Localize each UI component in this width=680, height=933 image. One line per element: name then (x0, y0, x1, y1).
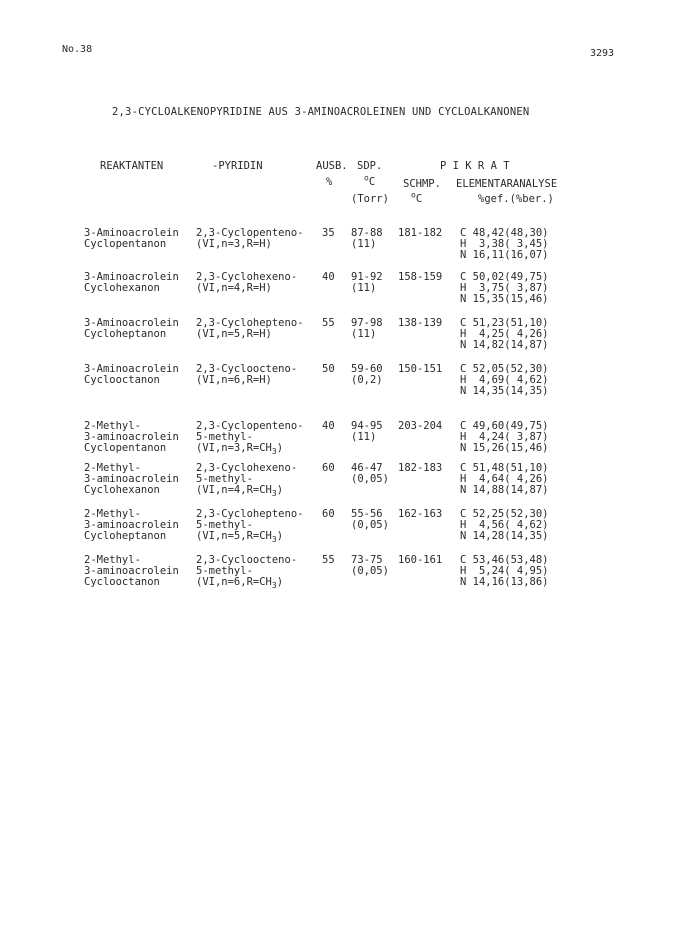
col-elementaranalyse: ELEMENTARANALYSE (456, 178, 558, 190)
reactant-line-1: 2-Methyl- (84, 508, 141, 520)
reactant-line-2: Cyclooctanon (84, 374, 160, 386)
analysis-c: C 52,25(52,30) (460, 508, 549, 520)
pyridine-line-2: 5-methyl- (196, 565, 253, 577)
analysis-n: N 14,16(13,86) (460, 576, 549, 588)
col-schmp-unit (411, 190, 423, 205)
celsius-label: C (415, 193, 423, 205)
subscript: 3 (271, 535, 277, 544)
pressure: (11) (351, 238, 377, 250)
melting-point: 181-182 (398, 227, 443, 239)
subscript: 3 (271, 581, 277, 590)
reactant-line-2: 3-aminoacrolein (84, 431, 179, 443)
table-row (0, 509, 680, 557)
analysis-c: C 50,02(49,75) (460, 271, 549, 283)
reactant-line-1: 3-Aminoacrolein (84, 271, 179, 283)
page-number: 3293 (590, 48, 615, 59)
degree-symbol: o (411, 190, 416, 200)
pressure: (0,05) (351, 565, 389, 577)
pyridine-line-2: (VI,n=4,R=H) (196, 282, 272, 294)
analysis-c: C 52,05(52,30) (460, 363, 549, 375)
analysis-h: H 4,69( 4,62) (460, 374, 549, 386)
pyridine-line-1: 2,3-Cycloocteno- (196, 554, 298, 566)
reactant-line-2: Cycloheptanon (84, 328, 167, 340)
analysis-h: H 4,25( 4,26) (460, 328, 549, 340)
reactant-line-1: 2-Methyl- (84, 420, 141, 432)
analysis-h: H 4,24( 3,87) (460, 431, 549, 443)
boiling-point: 94-95 (351, 420, 383, 432)
col-ausb-unit: % (326, 176, 333, 188)
reactant-line-3: Cyclohexanon (84, 484, 160, 496)
table-row (0, 228, 680, 276)
subscript: 3 (271, 489, 277, 498)
analysis-h: H 4,64( 4,26) (460, 473, 549, 485)
pyridine-line-3 (196, 577, 283, 592)
analysis-h: H 4,56( 4,62) (460, 519, 549, 531)
analysis-n: N 15,26(15,46) (460, 442, 549, 454)
col-sdp-unit (364, 173, 376, 188)
pyridine-line-2: (VI,n=3,R=H) (196, 238, 272, 250)
celsius-label: C (368, 176, 376, 188)
analysis-c: C 51,48(51,10) (460, 462, 549, 474)
analysis-c: C 48,42(48,30) (460, 227, 549, 239)
analysis-n: N 15,35(15,46) (460, 293, 549, 305)
analysis-h: H 3,75( 3,87) (460, 282, 549, 294)
pyridine-line-1: 2,3-Cyclohexeno- (196, 271, 298, 283)
yield-value: 60 (322, 462, 335, 474)
table-row (0, 463, 680, 511)
pyridine-line-3 (196, 443, 283, 458)
yield-value: 60 (322, 508, 335, 520)
analysis-n: N 14,88(14,87) (460, 484, 549, 496)
col-pikrat: P I K R A T (440, 160, 510, 172)
pressure: (11) (351, 282, 377, 294)
pyridine-line-1: 2,3-Cyclohexeno- (196, 462, 298, 474)
closing-paren: ) (276, 484, 284, 496)
reactant-line-2: 3-aminoacrolein (84, 519, 179, 531)
yield-value: 50 (322, 363, 335, 375)
pyridine-line-1: 2,3-Cycloocteno- (196, 363, 298, 375)
reactant-line-3: Cycloheptanon (84, 530, 167, 542)
table-row (0, 555, 680, 603)
reactant-line-1: 2-Methyl- (84, 462, 141, 474)
pyridine-line-1: 2,3-Cyclohepteno- (196, 317, 304, 329)
melting-point: 158-159 (398, 271, 443, 283)
col-schmp: SCHMP. (403, 178, 441, 190)
analysis-c: C 49,60(49,75) (460, 420, 549, 432)
boiling-point: 73-75 (351, 554, 383, 566)
col-ausb: AUSB. (316, 160, 348, 172)
reactant-line-3: Cyclooctanon (84, 576, 160, 588)
analysis-h: H 5,24( 4,95) (460, 565, 549, 577)
pressure: (0,05) (351, 473, 389, 485)
journal-number: No.38 (62, 44, 93, 55)
melting-point: 150-151 (398, 363, 443, 375)
table-title: 2,3-CYCLOALKENOPYRIDINE AUS 3-AMINOACROLEINEN UND CYCLOALKANONEN (112, 106, 530, 118)
pyridine-formula: (VI,n=4,R=CH (196, 484, 272, 496)
analysis-n: N 14,28(14,35) (460, 530, 549, 542)
melting-point: 162-163 (398, 508, 443, 520)
pressure: (0,2) (351, 374, 383, 386)
pyridine-line-1: 2,3-Cyclohepteno- (196, 508, 304, 520)
reactant-line-2: Cyclohexanon (84, 282, 160, 294)
reactant-line-2: 3-aminoacrolein (84, 565, 179, 577)
pyridine-line-2: (VI,n=6,R=H) (196, 374, 272, 386)
pyridine-line-3 (196, 485, 283, 500)
pyridine-formula: (VI,n=6,R=CH (196, 576, 272, 588)
pyridine-formula: (VI,n=3,R=CH (196, 442, 272, 454)
reactant-line-3: Cyclopentanon (84, 442, 167, 454)
pyridine-line-2: 5-methyl- (196, 473, 253, 485)
subscript: 3 (271, 447, 277, 456)
pressure: (11) (351, 328, 377, 340)
pyridine-line-1: 2,3-Cyclopenteno- (196, 227, 304, 239)
degree-symbol: o (364, 173, 369, 183)
reactant-line-1: 2-Methyl- (84, 554, 141, 566)
pressure: (0,05) (351, 519, 389, 531)
reactant-line-1: 3-Aminoacrolein (84, 363, 179, 375)
boiling-point: 59-60 (351, 363, 383, 375)
boiling-point: 97-98 (351, 317, 383, 329)
melting-point: 160-161 (398, 554, 443, 566)
yield-value: 55 (322, 317, 335, 329)
melting-point: 203-204 (398, 420, 443, 432)
melting-point: 138-139 (398, 317, 443, 329)
pyridine-line-2: 5-methyl- (196, 519, 253, 531)
pyridine-line-2: 5-methyl- (196, 431, 253, 443)
boiling-point: 46-47 (351, 462, 383, 474)
pyridine-line-1: 2,3-Cyclopenteno- (196, 420, 304, 432)
analysis-n: N 14,35(14,35) (460, 385, 549, 397)
pyridine-line-3 (196, 531, 283, 546)
reactant-line-2: Cyclopentanon (84, 238, 167, 250)
pyridine-line-2: (VI,n=5,R=H) (196, 328, 272, 340)
pyridine-formula: (VI,n=5,R=CH (196, 530, 272, 542)
boiling-point: 55-56 (351, 508, 383, 520)
closing-paren: ) (276, 442, 284, 454)
yield-value: 55 (322, 554, 335, 566)
analysis-c: C 53,46(53,48) (460, 554, 549, 566)
reactant-line-1: 3-Aminoacrolein (84, 317, 179, 329)
analysis-n: N 16,11(16,07) (460, 249, 549, 261)
reactant-line-1: 3-Aminoacrolein (84, 227, 179, 239)
col-reaktanten: REAKTANTEN (100, 160, 164, 172)
table-row (0, 272, 680, 320)
boiling-point: 87-88 (351, 227, 383, 239)
analysis-h: H 3,38( 3,45) (460, 238, 549, 250)
table-row (0, 318, 680, 366)
boiling-point: 91-92 (351, 271, 383, 283)
table-row (0, 364, 680, 412)
melting-point: 182-183 (398, 462, 443, 474)
col-elem-sub: %gef.(%ber.) (478, 193, 554, 205)
yield-value: 35 (322, 227, 335, 239)
yield-value: 40 (322, 420, 335, 432)
pressure: (11) (351, 431, 377, 443)
col-torr: (Torr) (351, 193, 389, 205)
yield-value: 40 (322, 271, 335, 283)
reactant-line-2: 3-aminoacrolein (84, 473, 179, 485)
closing-paren: ) (276, 530, 284, 542)
col-sdp: SDP. (357, 160, 383, 172)
analysis-n: N 14,82(14,87) (460, 339, 549, 351)
col-pyridin: -PYRIDIN (212, 160, 263, 172)
analysis-c: C 51,23(51,10) (460, 317, 549, 329)
closing-paren: ) (276, 576, 284, 588)
